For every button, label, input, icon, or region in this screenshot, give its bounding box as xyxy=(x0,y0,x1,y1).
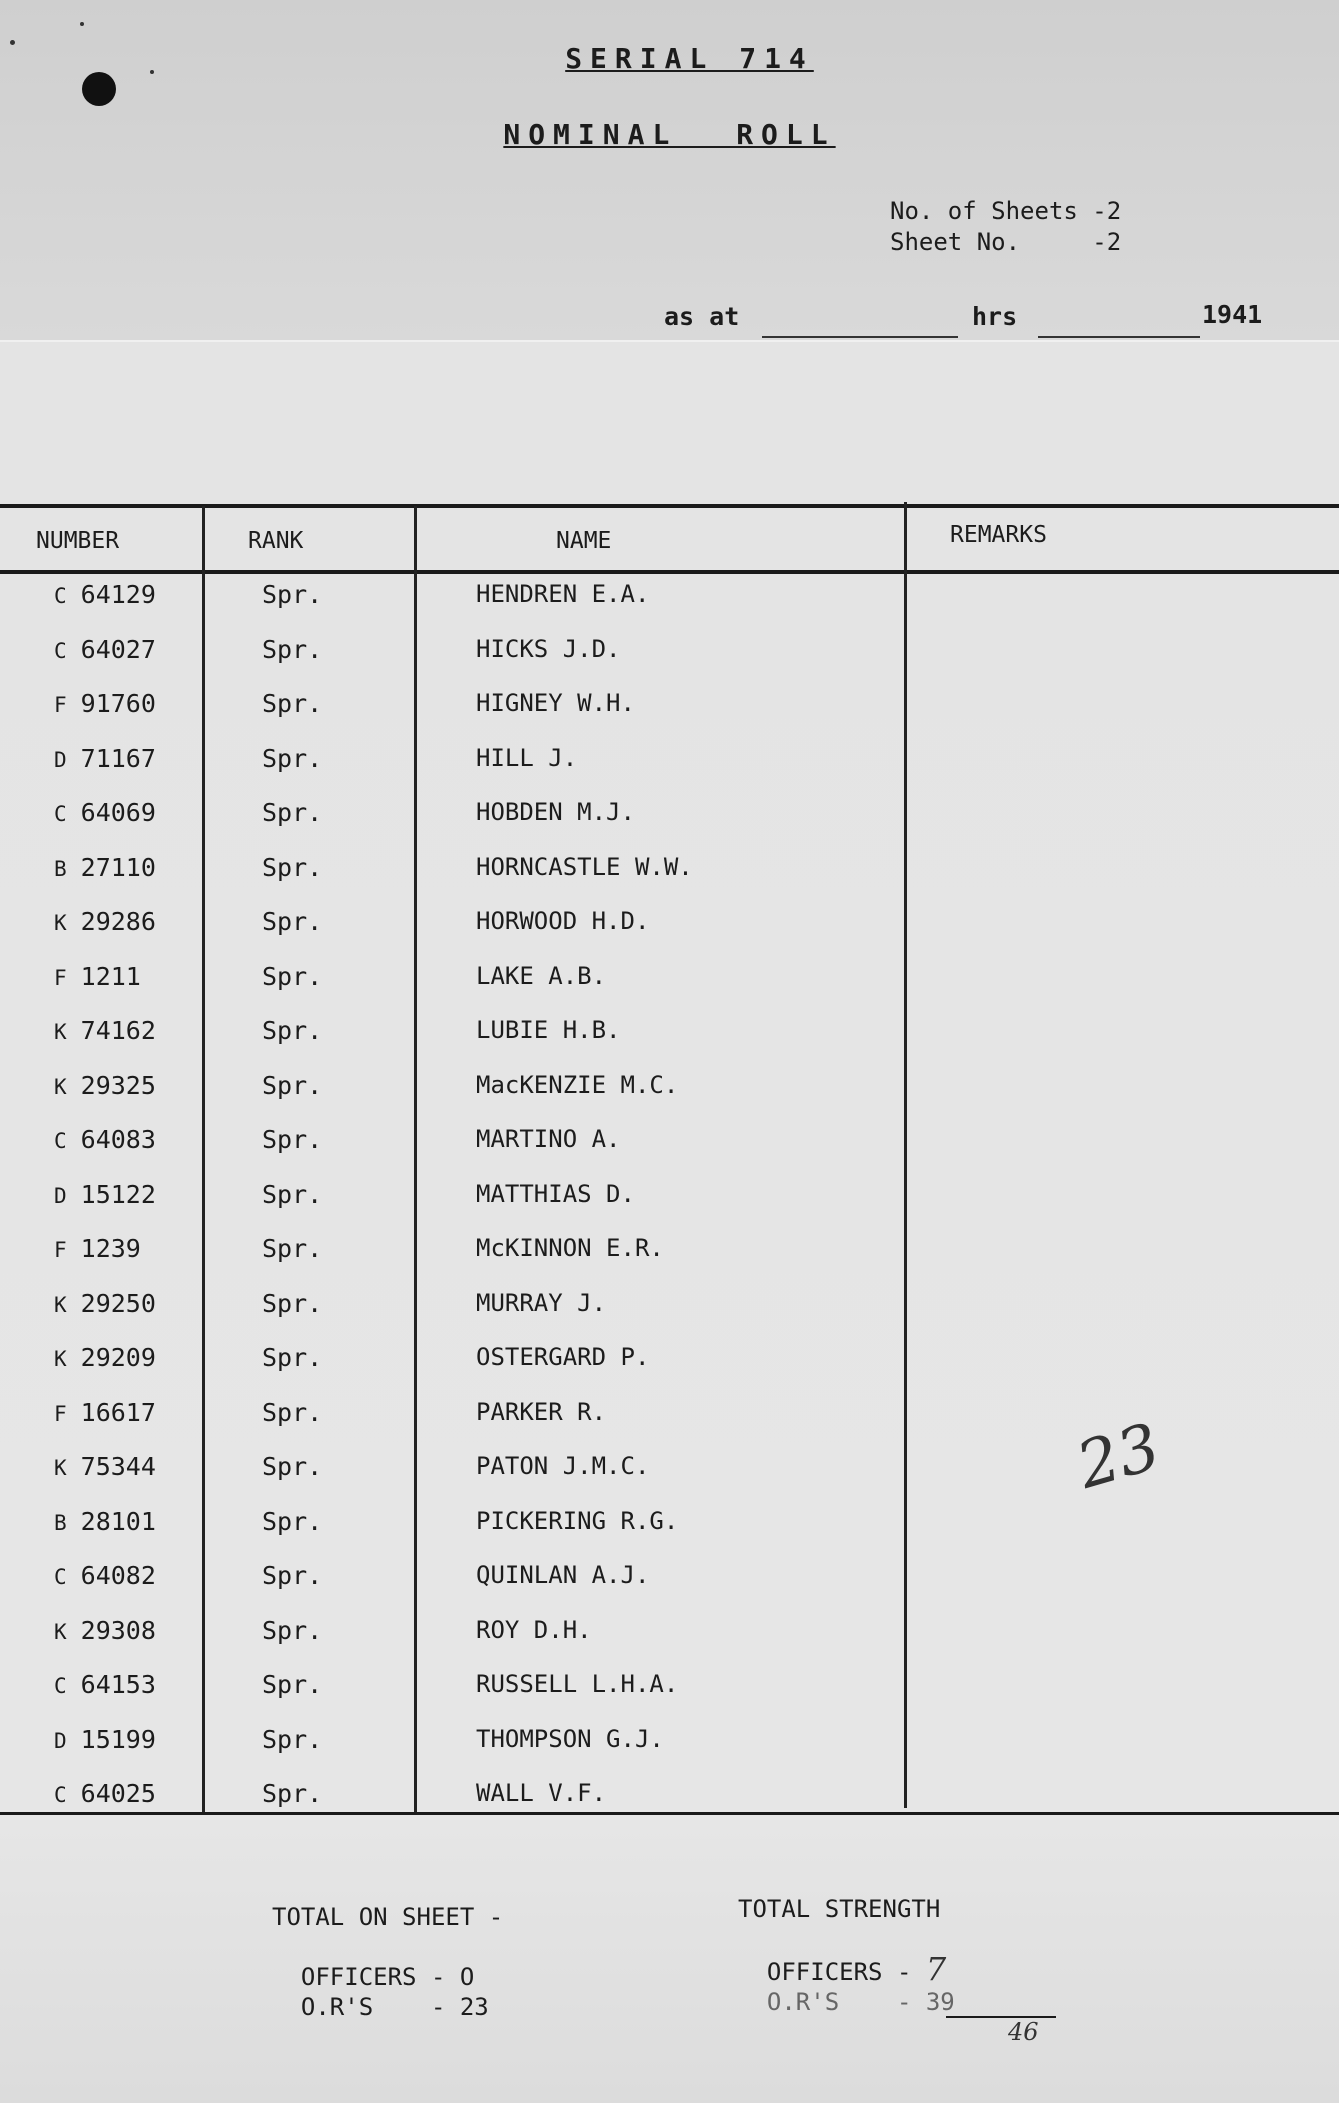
number-prefix: C xyxy=(54,1129,67,1153)
number-value: 64069 xyxy=(80,798,156,827)
table-row xyxy=(0,1670,1339,1724)
rank-cell: Spr. xyxy=(262,689,323,718)
number-prefix: K xyxy=(54,1020,67,1044)
name-cell: WALL V.F. xyxy=(476,1779,607,1807)
name-cell: HORWOOD H.D. xyxy=(476,907,650,935)
rank-cell: Spr. xyxy=(262,907,323,936)
rank-cell: Spr. xyxy=(262,1452,323,1481)
service-number xyxy=(54,1125,204,1154)
name-cell: HENDREN E.A. xyxy=(476,580,650,608)
time-blank xyxy=(762,336,958,338)
name-cell: MURRAY J. xyxy=(476,1288,607,1317)
service-number xyxy=(54,1779,204,1808)
number-value: 1239 xyxy=(80,1234,141,1263)
name-cell: QUINLAN A.J. xyxy=(476,1561,650,1589)
name-cell: HOBDEN M.J. xyxy=(476,798,635,826)
number-value: 64153 xyxy=(80,1670,156,1699)
number-value: 15199 xyxy=(80,1724,156,1754)
total-on-sheet-label: TOTAL ON SHEET - xyxy=(272,1903,504,1931)
name-cell: PATON J.M.C. xyxy=(476,1452,650,1480)
rank-cell: Spr. xyxy=(262,634,323,664)
service-number xyxy=(54,1616,204,1645)
name-cell: MacKENZIE M.C. xyxy=(476,1070,679,1099)
number-prefix: F xyxy=(54,965,67,990)
column-header-number: NUMBER xyxy=(36,528,120,554)
number-prefix: F xyxy=(54,1401,67,1426)
table-row xyxy=(0,1016,1339,1070)
number-value: 64083 xyxy=(80,1125,156,1154)
number-value: 1211 xyxy=(80,961,141,991)
table-row xyxy=(0,853,1339,907)
rank-cell: Spr. xyxy=(262,1016,323,1045)
name-cell: OSTERGARD P. xyxy=(476,1343,650,1371)
table-row xyxy=(0,1616,1339,1670)
number-value: 64025 xyxy=(80,1779,156,1808)
service-number xyxy=(54,635,204,664)
officers-strength-value: 7 xyxy=(925,1950,947,1988)
name-cell: HORNCASTLE W.W. xyxy=(476,852,693,881)
sum-rule xyxy=(946,2016,1056,2018)
rank-cell: Spr. xyxy=(262,743,323,773)
table-row xyxy=(0,1289,1339,1343)
table-row xyxy=(0,1343,1339,1397)
sheet-info xyxy=(890,196,1121,258)
name-cell: RUSSELL L.H.A. xyxy=(476,1670,679,1698)
name-cell: LAKE A.B. xyxy=(476,961,607,990)
year: 1941 xyxy=(1202,300,1263,329)
rank-cell: Spr. xyxy=(262,1125,323,1154)
number-value: 15122 xyxy=(80,1179,156,1209)
fold-line xyxy=(0,340,1339,342)
number-prefix: F xyxy=(54,693,67,717)
number-value: 27110 xyxy=(80,852,156,882)
table-row xyxy=(0,1725,1339,1779)
table-row xyxy=(0,1071,1339,1125)
service-number xyxy=(54,853,204,882)
rank-cell: Spr. xyxy=(262,852,323,882)
table-row xyxy=(0,689,1339,743)
number-prefix: D xyxy=(54,1728,67,1753)
number-prefix: C xyxy=(54,1674,67,1698)
number-value: 29308 xyxy=(80,1615,156,1645)
number-prefix: K xyxy=(54,911,67,935)
rank-cell: Spr. xyxy=(262,1179,323,1209)
service-number xyxy=(54,1234,204,1263)
column-header-remarks: REMARKS xyxy=(950,522,1047,548)
number-prefix: K xyxy=(54,1619,67,1644)
total-on-sheet xyxy=(272,1902,503,2022)
rank-cell: Spr. xyxy=(262,580,323,609)
table-row xyxy=(0,1779,1339,1833)
name-cell: HIGNEY W.H. xyxy=(476,689,635,717)
name-cell: PARKER R. xyxy=(476,1397,607,1426)
table-row xyxy=(0,580,1339,634)
table-row xyxy=(0,798,1339,852)
rank-cell: Spr. xyxy=(262,1561,323,1590)
table-row xyxy=(0,962,1339,1016)
table-row xyxy=(0,635,1339,689)
sheet-number: Sheet No. -2 xyxy=(890,228,1122,256)
table-row xyxy=(0,1125,1339,1179)
service-number xyxy=(54,1398,204,1427)
table-top-rule xyxy=(0,504,1339,508)
rank-cell: Spr. xyxy=(262,1615,323,1645)
no-of-sheets: No. of Sheets -2 xyxy=(890,197,1122,225)
service-number xyxy=(54,1071,204,1100)
speck xyxy=(80,22,84,26)
name-cell: HILL J. xyxy=(476,743,578,772)
service-number xyxy=(54,1016,204,1045)
service-number xyxy=(54,1725,204,1754)
rank-cell: Spr. xyxy=(262,1234,323,1263)
number-value: 29209 xyxy=(80,1343,156,1372)
number-value: 64082 xyxy=(80,1561,156,1590)
rank-cell: Spr. xyxy=(262,1070,323,1100)
service-number xyxy=(54,798,204,827)
ors-strength: O.R'S - 39 xyxy=(766,1988,955,2016)
number-value: 64027 xyxy=(80,634,156,664)
number-value: 29250 xyxy=(80,1288,156,1318)
rank-cell: Spr. xyxy=(262,1397,323,1427)
table-row xyxy=(0,907,1339,961)
number-value: 29286 xyxy=(80,907,156,936)
rank-cell: Spr. xyxy=(262,798,323,827)
name-cell: McKINNON E.R. xyxy=(476,1234,664,1262)
punch-hole xyxy=(82,72,116,106)
rank-cell: Spr. xyxy=(262,1724,323,1754)
number-prefix: B xyxy=(54,1510,67,1535)
service-number xyxy=(54,689,204,718)
name-cell: ROY D.H. xyxy=(476,1615,592,1644)
name-cell: MARTINO A. xyxy=(476,1125,621,1153)
as-at-label: as at xyxy=(664,302,740,331)
total-strength xyxy=(738,1894,955,2017)
number-prefix: B xyxy=(54,856,67,881)
service-number xyxy=(54,1180,204,1209)
name-cell: MATTHIAS D. xyxy=(476,1179,635,1208)
number-prefix: C xyxy=(54,638,67,663)
number-prefix: C xyxy=(54,584,67,608)
officers-on-sheet: OFFICERS - O xyxy=(300,1963,475,1991)
service-number xyxy=(54,1507,204,1536)
number-prefix: C xyxy=(54,802,67,826)
rank-cell: Spr. xyxy=(262,961,323,991)
strength-sum: 46 xyxy=(1008,2018,1039,2046)
service-number xyxy=(54,1561,204,1590)
number-value: 29325 xyxy=(80,1070,156,1100)
service-number xyxy=(54,1452,204,1481)
number-value: 16617 xyxy=(80,1397,156,1427)
table-row xyxy=(0,1234,1339,1288)
number-value: 74162 xyxy=(80,1016,156,1045)
hrs-label: hrs xyxy=(972,302,1018,331)
document-title: NOMINAL ROLL xyxy=(503,118,836,151)
rank-cell: Spr. xyxy=(262,1670,323,1699)
number-value: 71167 xyxy=(80,743,156,773)
ors-on-sheet: O.R'S - 23 xyxy=(300,1993,489,2021)
service-number xyxy=(54,744,204,773)
column-header-rank: RANK xyxy=(248,528,304,554)
number-value: 28101 xyxy=(80,1506,156,1536)
total-strength-label: TOTAL STRENGTH xyxy=(738,1895,941,1923)
number-prefix: K xyxy=(54,1292,67,1317)
table-row xyxy=(0,1507,1339,1561)
number-value: 75344 xyxy=(80,1452,156,1481)
rank-cell: Spr. xyxy=(262,1506,323,1536)
officers-strength: OFFICERS - xyxy=(766,1958,926,1986)
service-number xyxy=(54,1343,204,1372)
service-number xyxy=(54,907,204,936)
number-value: 91760 xyxy=(80,689,156,718)
number-prefix: C xyxy=(54,1783,67,1807)
number-value: 64129 xyxy=(80,580,156,609)
table-row xyxy=(0,1180,1339,1234)
table-row xyxy=(0,1561,1339,1615)
number-prefix: K xyxy=(54,1074,67,1099)
header-bottom-rule xyxy=(0,570,1339,574)
number-prefix: D xyxy=(54,747,67,772)
number-prefix: K xyxy=(54,1347,67,1371)
rank-cell: Spr. xyxy=(262,1288,323,1318)
name-cell: HICKS J.D. xyxy=(476,634,621,663)
date-blank xyxy=(1038,336,1200,338)
service-number xyxy=(54,1670,204,1699)
number-prefix: D xyxy=(54,1183,67,1208)
number-prefix: K xyxy=(54,1456,67,1480)
name-cell: LUBIE H.B. xyxy=(476,1016,621,1044)
rank-cell: Spr. xyxy=(262,1343,323,1372)
handwritten-count: 23 xyxy=(1069,1410,1169,1504)
name-cell: THOMPSON G.J. xyxy=(476,1724,664,1753)
number-prefix: C xyxy=(54,1565,67,1589)
service-number xyxy=(54,1289,204,1318)
name-cell: PICKERING R.G. xyxy=(476,1506,679,1535)
column-header-name: NAME xyxy=(556,528,612,554)
serial-title: SERIAL 714 xyxy=(565,42,814,75)
service-number xyxy=(54,962,204,991)
rank-cell: Spr. xyxy=(262,1779,323,1808)
number-prefix: F xyxy=(54,1238,67,1262)
service-number xyxy=(54,580,204,609)
table-row xyxy=(0,744,1339,798)
